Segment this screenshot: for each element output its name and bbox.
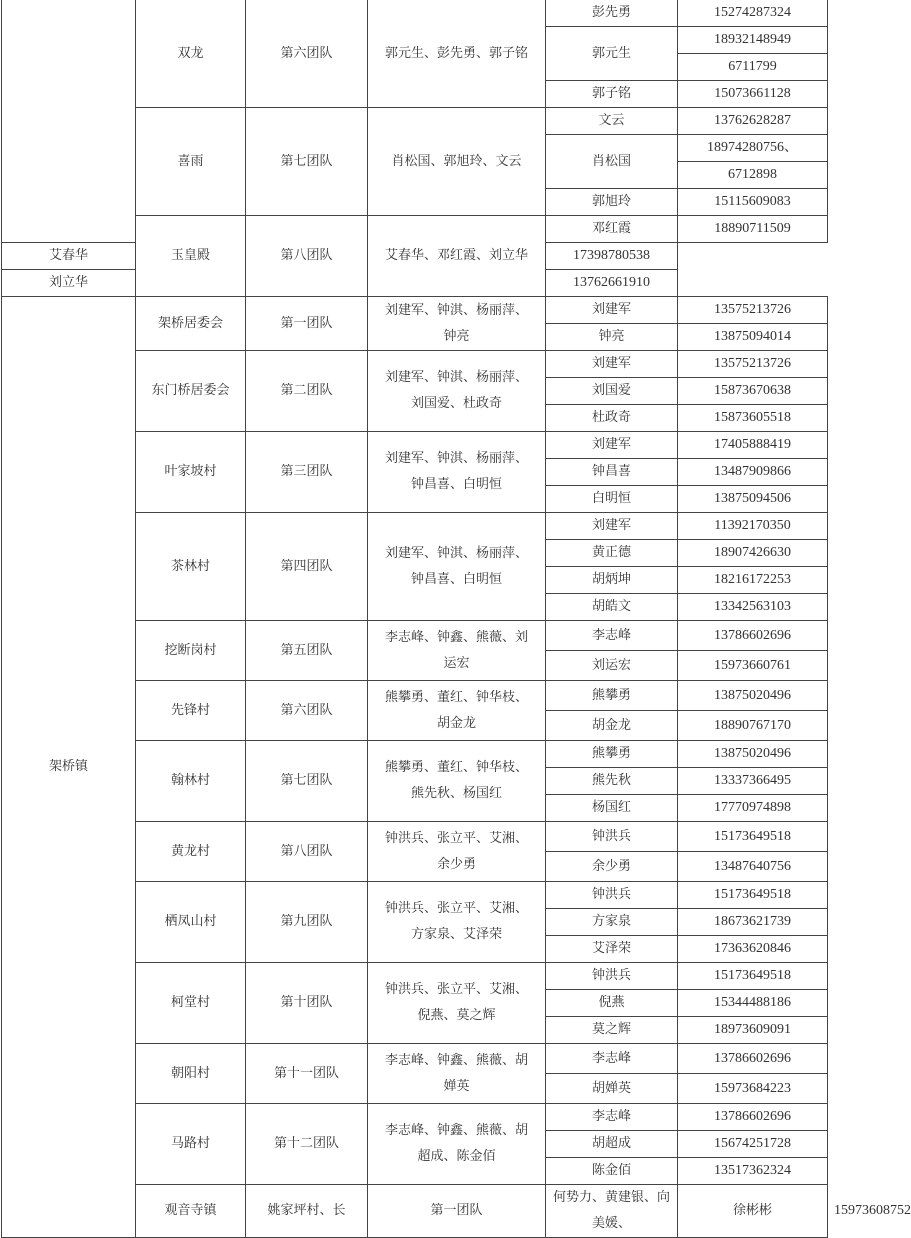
members-line2: 熊先秋、杨国红 bbox=[410, 786, 502, 801]
contact-name: 胡皓文 bbox=[546, 594, 678, 621]
contact-name: 陈金佰 bbox=[546, 1158, 678, 1185]
contact-phone: 18890711509 bbox=[678, 216, 828, 243]
members-cell bbox=[368, 621, 546, 681]
table-row: 观音寺镇 姚家坪村、长 第一团队 何势力、黄建银、向美媛、 徐彬彬 15973608752 bbox=[2, 1185, 828, 1238]
team-cell: 第八团队 bbox=[246, 822, 368, 882]
members-line1: 刘建军、钟淇、杨丽萍、 bbox=[384, 370, 528, 385]
table-row bbox=[2, 297, 828, 324]
team-cell: 第八团队 bbox=[246, 216, 368, 297]
town-cell bbox=[2, 0, 136, 243]
members-cell bbox=[368, 432, 546, 513]
team-cell: 第九团队 bbox=[246, 882, 368, 963]
members-line2: 余少勇 bbox=[436, 856, 476, 872]
contact-phone: 13875020496 bbox=[678, 741, 828, 768]
contact-phone: 15073661128 bbox=[678, 81, 828, 108]
contact-name: 钟洪兵 bbox=[546, 822, 678, 852]
village-cell: 翰林村 bbox=[136, 741, 246, 822]
contact-name: 刘国爱 bbox=[546, 378, 678, 405]
members-cell bbox=[368, 963, 546, 1044]
team-cell: 第七团队 bbox=[246, 741, 368, 822]
contact-phone: 13786602696 bbox=[678, 1104, 828, 1131]
contact-phone: 15344488186 bbox=[678, 990, 828, 1017]
village-cell: 茶林村 bbox=[136, 513, 246, 621]
contact-phone: 17770974898 bbox=[678, 795, 828, 822]
contact-phone-line1: 18974280756、 bbox=[678, 135, 828, 162]
contact-name: 熊攀勇 bbox=[546, 741, 678, 768]
contact-phone-line2: 6712898 bbox=[678, 162, 828, 189]
team-cell: 第六团队 bbox=[246, 0, 368, 108]
contact-phone: 17363620846 bbox=[678, 936, 828, 963]
contact-name: 余少勇 bbox=[546, 852, 678, 882]
contact-phone: 15973684223 bbox=[678, 1074, 828, 1104]
team-cell: 第四团队 bbox=[246, 513, 368, 621]
village-cell: 黄龙村 bbox=[136, 822, 246, 882]
contact-name: 白明恒 bbox=[546, 486, 678, 513]
contact-phone: 13342563103 bbox=[678, 594, 828, 621]
contact-name: 胡炳坤 bbox=[546, 567, 678, 594]
contact-phone: 18216172253 bbox=[678, 567, 828, 594]
members-line2: 超成、陈金佰 bbox=[417, 1149, 496, 1164]
contact-name: 熊攀勇 bbox=[546, 681, 678, 711]
contact-phone: 18673621739 bbox=[678, 909, 828, 936]
members-line1: 李志峰、钟鑫、熊薇、刘 bbox=[384, 629, 528, 645]
contact-phone: 18890767170 bbox=[678, 711, 828, 741]
village-cell: 叶家坡村 bbox=[136, 432, 246, 513]
team-cell: 第六团队 bbox=[246, 681, 368, 741]
contact-name: 方家泉 bbox=[546, 909, 678, 936]
table-row bbox=[2, 0, 828, 27]
contact-name: 文云 bbox=[546, 108, 678, 135]
contact-phone: 17398780538 bbox=[546, 243, 678, 270]
contact-name: 郭子铭 bbox=[546, 81, 678, 108]
members-line1: 熊攀勇、董红、钟华枝、 bbox=[384, 760, 528, 775]
contact-phone: 11392170350 bbox=[678, 513, 828, 540]
members-line1: 钟洪兵、张立平、艾湘、 bbox=[384, 830, 528, 846]
members-line1: 熊攀勇、董红、钟华枝、 bbox=[384, 689, 528, 705]
contact-phone: 13875020496 bbox=[678, 681, 828, 711]
village-cell: 双龙 bbox=[136, 0, 246, 108]
contact-name: 倪燕 bbox=[546, 990, 678, 1017]
members-line2: 刘国爱、杜政奇 bbox=[410, 396, 502, 411]
members-cell bbox=[368, 513, 546, 621]
members-line2: 运宏 bbox=[443, 655, 470, 671]
contact-phone: 13337366495 bbox=[678, 768, 828, 795]
contact-name: 李志峰 bbox=[546, 621, 678, 651]
team-cell: 第三团队 bbox=[246, 432, 368, 513]
contact-name: 徐彬彬 bbox=[678, 1185, 828, 1238]
village-cell: 栖凤山村 bbox=[136, 882, 246, 963]
contact-name: 刘运宏 bbox=[546, 651, 678, 681]
contact-name: 杜政奇 bbox=[546, 405, 678, 432]
contact-phone: 15173649518 bbox=[678, 882, 828, 909]
village-cell: 东门桥居委会 bbox=[136, 351, 246, 432]
village-cell: 玉皇殿 bbox=[136, 216, 246, 297]
team-cell: 第一团队 bbox=[246, 297, 368, 351]
members-cell bbox=[368, 1104, 546, 1185]
contact-name: 钟亮 bbox=[546, 324, 678, 351]
contact-phone: 15173649518 bbox=[678, 822, 828, 852]
contact-name: 艾泽荣 bbox=[546, 936, 678, 963]
members-line2: 倪燕、莫之辉 bbox=[417, 1008, 496, 1023]
contact-phone: 15873670638 bbox=[678, 378, 828, 405]
members-cell bbox=[368, 741, 546, 822]
town-cell: 架桥镇 bbox=[2, 297, 136, 1238]
contact-name: 李志峰 bbox=[546, 1044, 678, 1074]
contact-name: 胡婵英 bbox=[546, 1074, 678, 1104]
contact-phone: 13786602696 bbox=[678, 621, 828, 651]
village-cell: 马路村 bbox=[136, 1104, 246, 1185]
members-cell bbox=[368, 882, 546, 963]
contact-phone: 13786602696 bbox=[678, 1044, 828, 1074]
members-line1: 钟洪兵、张立平、艾湘、 bbox=[384, 982, 528, 997]
contact-phone: 13575213726 bbox=[678, 297, 828, 324]
contact-name: 黄正德 bbox=[546, 540, 678, 567]
contact-name: 钟洪兵 bbox=[546, 963, 678, 990]
contact-phone: 15873605518 bbox=[678, 405, 828, 432]
village-cell: 朝阳村 bbox=[136, 1044, 246, 1104]
members-cell bbox=[368, 822, 546, 882]
members-line2: 婵英 bbox=[443, 1078, 470, 1094]
contact-phone: 13487640756 bbox=[678, 852, 828, 882]
village-cell: 先锋村 bbox=[136, 681, 246, 741]
village-cell: 架桥居委会 bbox=[136, 297, 246, 351]
team-cell: 第十团队 bbox=[246, 963, 368, 1044]
team-cell: 第十一团队 bbox=[246, 1044, 368, 1104]
team-cell: 第十二团队 bbox=[246, 1104, 368, 1185]
members-line1: 刘建军、钟淇、杨丽萍、 bbox=[384, 545, 528, 561]
contact-phone-line1: 18932148949 bbox=[678, 27, 828, 54]
contact-phone: 15173649518 bbox=[678, 963, 828, 990]
contact-name: 钟洪兵 bbox=[546, 882, 678, 909]
village-cell: 姚家坪村、长 bbox=[246, 1185, 368, 1238]
contact-phone: 18973609091 bbox=[678, 1017, 828, 1044]
members-line1: 李志峰、钟鑫、熊薇、胡 bbox=[384, 1123, 528, 1138]
contact-phone: 13875094014 bbox=[678, 324, 828, 351]
contact-phone: 18907426630 bbox=[678, 540, 828, 567]
contact-name: 熊先秋 bbox=[546, 768, 678, 795]
members-cell: 郭元生、彭先勇、郭子铭 bbox=[368, 0, 546, 108]
members-cell bbox=[368, 1044, 546, 1104]
contact-phone: 15674251728 bbox=[678, 1131, 828, 1158]
contact-phone: 13517362324 bbox=[678, 1158, 828, 1185]
contact-name: 彭先勇 bbox=[546, 0, 678, 27]
members-cell: 何势力、黄建银、向美媛、 bbox=[546, 1185, 678, 1238]
members-line2: 胡金龙 bbox=[436, 715, 476, 731]
contact-phone: 17405888419 bbox=[678, 432, 828, 459]
town-cell: 观音寺镇 bbox=[136, 1185, 246, 1238]
team-cell: 第二团队 bbox=[246, 351, 368, 432]
members-line2: 钟昌喜、白明恒 bbox=[410, 571, 502, 587]
members-cell bbox=[368, 297, 546, 351]
contact-name: 邓红霞 bbox=[546, 216, 678, 243]
contact-name: 刘立华 bbox=[2, 270, 136, 297]
members-line2: 钟亮 bbox=[443, 328, 470, 344]
members-cell bbox=[368, 351, 546, 432]
contact-name: 钟昌喜 bbox=[546, 459, 678, 486]
contact-phone: 13875094506 bbox=[678, 486, 828, 513]
village-cell: 柯堂村 bbox=[136, 963, 246, 1044]
team-contact-table bbox=[1, 0, 911, 1238]
contact-name: 肖松国 bbox=[546, 135, 678, 189]
contact-phone: 13762661910 bbox=[546, 270, 678, 297]
contact-name: 郭元生 bbox=[546, 27, 678, 81]
contact-phone: 13762628287 bbox=[678, 108, 828, 135]
contact-name: 艾春华 bbox=[2, 243, 136, 270]
contact-phone: 15274287324 bbox=[678, 0, 828, 27]
contact-name: 莫之辉 bbox=[546, 1017, 678, 1044]
team-cell: 第一团队 bbox=[368, 1185, 546, 1238]
contact-name: 胡超成 bbox=[546, 1131, 678, 1158]
contact-phone: 13575213726 bbox=[678, 351, 828, 378]
contact-name: 李志峰 bbox=[546, 1104, 678, 1131]
members-cell: 艾春华、邓红霞、刘立华 bbox=[368, 216, 546, 297]
members-line1: 刘建军、钟淇、杨丽萍、 bbox=[384, 451, 528, 466]
contact-name: 刘建军 bbox=[546, 351, 678, 378]
contact-phone: 15973660761 bbox=[678, 651, 828, 681]
contact-phone: 13487909866 bbox=[678, 459, 828, 486]
contact-name: 郭旭玲 bbox=[546, 189, 678, 216]
members-cell bbox=[368, 681, 546, 741]
team-cell: 第五团队 bbox=[246, 621, 368, 681]
contact-name: 刘建军 bbox=[546, 513, 678, 540]
members-line1: 李志峰、钟鑫、熊薇、胡 bbox=[384, 1052, 528, 1068]
team-cell: 第七团队 bbox=[246, 108, 368, 216]
contact-name: 刘建军 bbox=[546, 432, 678, 459]
contact-name: 胡金龙 bbox=[546, 711, 678, 741]
members-line1: 钟洪兵、张立平、艾湘、 bbox=[384, 901, 528, 916]
members-cell: 肖松国、郭旭玲、文云 bbox=[368, 108, 546, 216]
contact-name: 杨国红 bbox=[546, 795, 678, 822]
contact-name: 刘建军 bbox=[546, 297, 678, 324]
members-line2: 钟昌喜、白明恒 bbox=[410, 477, 502, 492]
village-cell: 喜雨 bbox=[136, 108, 246, 216]
members-line2: 方家泉、艾泽荣 bbox=[410, 927, 502, 942]
members-line1: 刘建军、钟淇、杨丽萍、 bbox=[384, 302, 528, 318]
contact-phone-line2: 6711799 bbox=[678, 54, 828, 81]
village-cell: 挖断岗村 bbox=[136, 621, 246, 681]
contact-phone: 15115609083 bbox=[678, 189, 828, 216]
